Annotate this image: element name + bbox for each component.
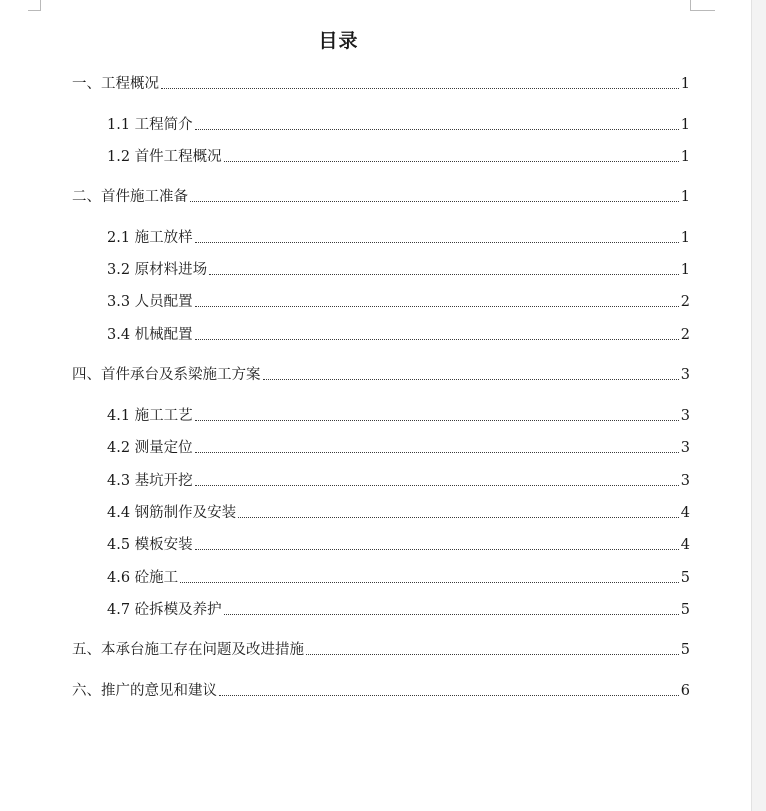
toc-entry-label: 一、工程概况 bbox=[72, 76, 159, 92]
toc-entry-page: 3 bbox=[680, 408, 690, 424]
toc-entry-label: 1.2 首件工程概况 bbox=[107, 149, 222, 165]
toc-entry-page: 4 bbox=[680, 505, 690, 521]
toc-entry[interactable] bbox=[72, 74, 690, 94]
toc-entry-label: 六、推广的意见和建议 bbox=[72, 683, 217, 699]
toc-entry-page: 1 bbox=[680, 149, 690, 165]
toc-entry[interactable] bbox=[107, 147, 690, 167]
toc-entry-page: 1 bbox=[680, 117, 690, 133]
toc-leader-dots bbox=[195, 306, 679, 307]
toc-entry-page: 5 bbox=[680, 570, 690, 586]
toc-entry-page: 3 bbox=[680, 473, 690, 489]
toc-entry[interactable] bbox=[107, 471, 690, 491]
toc-entry[interactable] bbox=[107, 228, 690, 248]
toc-entry-label: 4.3 基坑开挖 bbox=[107, 473, 193, 489]
crop-mark-top-left bbox=[28, 0, 41, 11]
toc-entry-page: 2 bbox=[680, 327, 690, 343]
toc-entry[interactable] bbox=[107, 115, 690, 135]
toc-entry-label: 4.7 砼拆模及养护 bbox=[107, 602, 222, 618]
toc-title: 目录 bbox=[318, 30, 359, 52]
toc-entry-label: 二、首件施工准备 bbox=[72, 189, 188, 205]
toc-leader-dots bbox=[224, 161, 679, 162]
toc-leader-dots bbox=[190, 201, 679, 202]
toc-leader-dots bbox=[224, 614, 679, 615]
scrollbar-track[interactable] bbox=[751, 0, 766, 811]
toc-leader-dots bbox=[180, 582, 679, 583]
toc-leader-dots bbox=[195, 420, 679, 421]
toc-entry-page: 1 bbox=[680, 262, 690, 278]
toc-entry-label: 4.5 模板安装 bbox=[107, 537, 193, 553]
toc-entry[interactable] bbox=[107, 325, 690, 345]
toc-entry[interactable] bbox=[107, 535, 690, 555]
toc-entry[interactable] bbox=[107, 292, 690, 312]
toc-entry-page: 2 bbox=[680, 294, 690, 310]
toc-entry-label: 4.4 钢筋制作及安装 bbox=[107, 505, 237, 521]
toc-leader-dots bbox=[263, 379, 679, 380]
toc-entry-page: 6 bbox=[680, 683, 690, 699]
toc-entry[interactable] bbox=[107, 438, 690, 458]
toc-leader-dots bbox=[195, 242, 679, 243]
toc-entry-label: 4.2 测量定位 bbox=[107, 440, 193, 456]
toc-leader-dots bbox=[209, 274, 679, 275]
toc-entry-page: 1 bbox=[680, 230, 690, 246]
toc-entry-label: 1.1 工程简介 bbox=[107, 117, 193, 133]
toc-entry-page: 5 bbox=[680, 602, 690, 618]
toc-entry[interactable] bbox=[107, 260, 690, 280]
toc-leader-dots bbox=[161, 88, 679, 89]
toc-entry[interactable] bbox=[72, 187, 690, 207]
toc-entry-label: 4.6 砼施工 bbox=[107, 570, 179, 586]
toc-entry-label: 3.2 原材料进场 bbox=[107, 262, 208, 278]
crop-mark-top-right bbox=[690, 0, 715, 11]
toc-entry-page: 1 bbox=[680, 189, 690, 205]
toc-entry[interactable] bbox=[107, 406, 690, 426]
toc-leader-dots bbox=[195, 485, 679, 486]
toc-leader-dots bbox=[219, 695, 679, 696]
toc-entry-page: 5 bbox=[680, 642, 690, 658]
toc-entry-page: 4 bbox=[680, 537, 690, 553]
toc-entry-label: 4.1 施工工艺 bbox=[107, 408, 193, 424]
toc-entry-page: 3 bbox=[680, 367, 690, 383]
toc-leader-dots bbox=[195, 549, 679, 550]
toc-leader-dots bbox=[195, 452, 679, 453]
toc-entry[interactable] bbox=[72, 365, 690, 385]
toc-entry-page: 1 bbox=[680, 76, 690, 92]
toc-entry-label: 3.3 人员配置 bbox=[107, 294, 193, 310]
toc-entry-label: 3.4 机械配置 bbox=[107, 327, 193, 343]
toc-entry[interactable] bbox=[107, 600, 690, 620]
toc-entry-page: 3 bbox=[680, 440, 690, 456]
toc-leader-dots bbox=[195, 129, 679, 130]
toc-entry[interactable] bbox=[107, 568, 690, 588]
toc-entry-label: 四、首件承台及系梁施工方案 bbox=[72, 367, 261, 383]
toc-entry[interactable] bbox=[72, 681, 690, 701]
toc-entry-label: 五、本承台施工存在问题及改进措施 bbox=[72, 642, 304, 658]
toc-entry[interactable] bbox=[107, 503, 690, 523]
toc-leader-dots bbox=[238, 517, 679, 518]
toc-leader-dots bbox=[306, 654, 679, 655]
toc-entry-label: 2.1 施工放样 bbox=[107, 230, 193, 246]
toc-leader-dots bbox=[195, 339, 679, 340]
toc-entry[interactable] bbox=[72, 640, 690, 660]
